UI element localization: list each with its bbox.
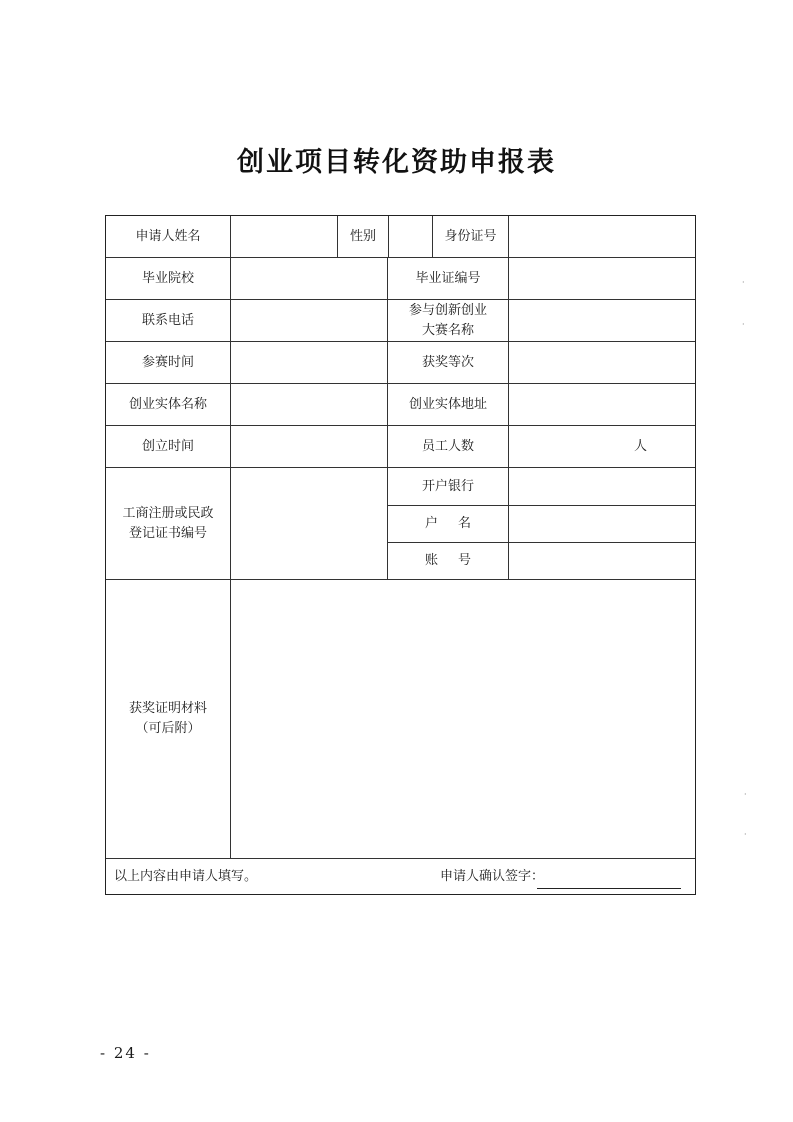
- phone-label: 联系电话: [141, 312, 194, 328]
- scan-speck: ·: [742, 278, 745, 287]
- scan-speck: ·: [744, 790, 747, 799]
- scan-speck: ·: [744, 830, 747, 839]
- contest-name-label: [388, 300, 508, 341]
- staff-unit: 人: [633, 438, 647, 454]
- award-level-field[interactable]: [509, 342, 695, 383]
- id-number-label: 身份证号: [444, 228, 497, 244]
- entity-address-field[interactable]: [509, 384, 695, 425]
- id-number-field[interactable]: [509, 216, 695, 257]
- account-name-field[interactable]: [509, 506, 695, 542]
- registration-number-label-line2: 登记证书编号: [128, 525, 207, 541]
- page-number: - 24 -: [100, 1044, 151, 1062]
- bank-field[interactable]: [509, 468, 695, 505]
- registration-number-field[interactable]: [231, 468, 387, 579]
- award-proof-label: [106, 580, 230, 858]
- applicant-name-label: 申请人姓名: [135, 228, 201, 244]
- gender-field[interactable]: [389, 216, 432, 257]
- scan-speck: ·: [742, 320, 745, 329]
- account-number-field[interactable]: [509, 543, 695, 579]
- bank-label: 开户银行: [421, 478, 474, 494]
- staff-count-field[interactable]: [509, 426, 695, 467]
- entity-name-field[interactable]: [231, 384, 387, 425]
- applicant-name-field[interactable]: [231, 216, 337, 257]
- contest-time-label: 参赛时间: [141, 354, 194, 370]
- signature-line[interactable]: [537, 888, 681, 889]
- award-proof-label-line2: （可后附）: [135, 721, 201, 736]
- signature-label: 申请人确认签字：: [439, 868, 544, 884]
- founded-time-field[interactable]: [231, 426, 387, 467]
- award-proof-label-line1: 获奖证明材料: [128, 701, 207, 716]
- fill-note: 以上内容由申请人填写。: [114, 868, 258, 884]
- school-label: 毕业院校: [141, 270, 194, 286]
- contest-name-label-line1: 参与创新创业: [408, 302, 487, 318]
- entity-name-label: 创业实体名称: [128, 396, 207, 412]
- award-proof-area[interactable]: [231, 580, 695, 858]
- diploma-number-label: 毕业证编号: [415, 270, 481, 286]
- phone-field[interactable]: [231, 300, 387, 341]
- contest-name-field[interactable]: [509, 300, 695, 341]
- gender-label: 性别: [349, 228, 376, 244]
- contest-name-label-line2: 大赛名称: [421, 322, 474, 338]
- diploma-number-field[interactable]: [509, 258, 695, 299]
- application-form-table: [105, 215, 696, 895]
- award-level-label: 获奖等次: [421, 354, 474, 370]
- staff-count-label: 员工人数: [421, 438, 474, 454]
- entity-address-label: 创业实体地址: [408, 396, 487, 412]
- registration-number-label-line1: 工商注册或民政: [122, 505, 214, 521]
- account-number-label: 账号: [424, 553, 491, 568]
- founded-time-label: 创立时间: [141, 438, 194, 454]
- form-title: 创业项目转化资助申报表: [237, 147, 556, 178]
- school-field[interactable]: [231, 258, 387, 299]
- contest-time-field[interactable]: [231, 342, 387, 383]
- registration-number-label: [106, 468, 230, 579]
- account-name-label: 户名: [424, 516, 491, 531]
